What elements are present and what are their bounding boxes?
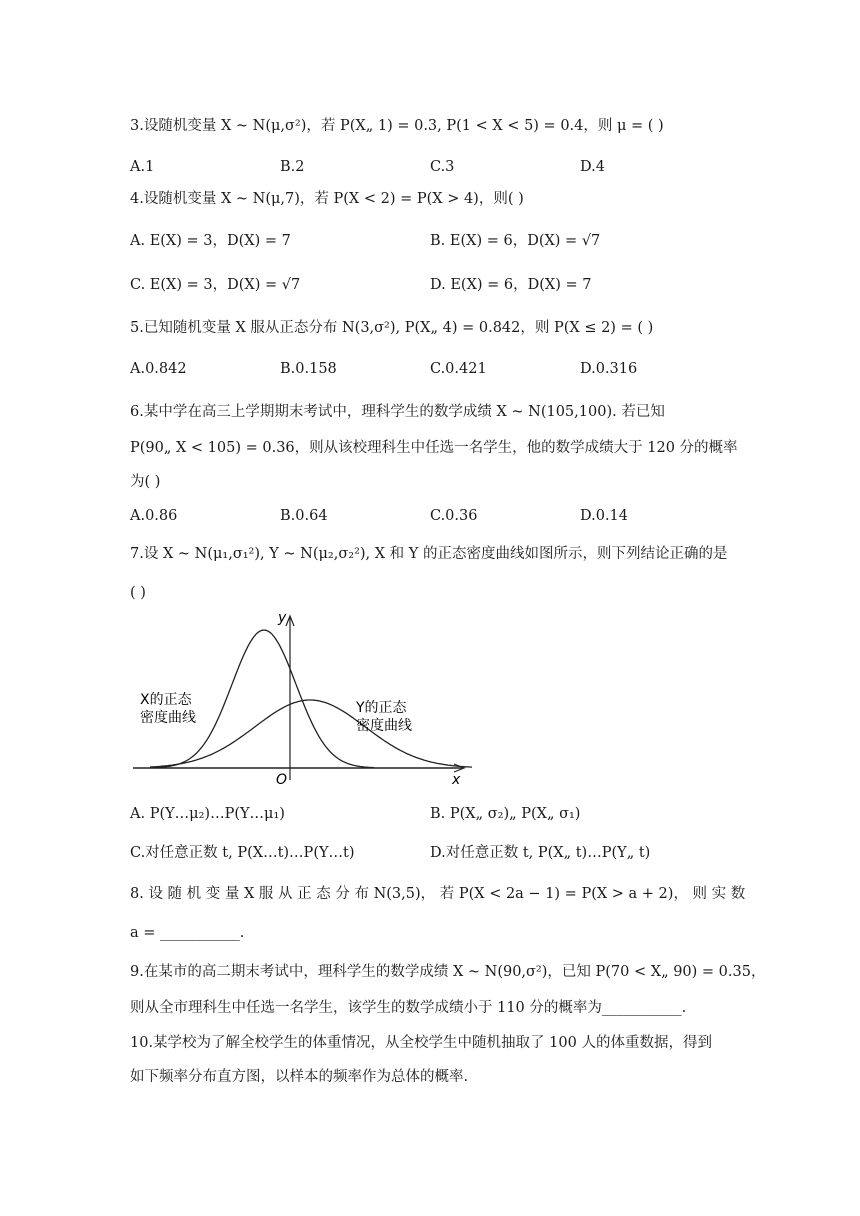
q3-option-d: D.4 — [580, 159, 605, 175]
q3-option-a: A.1 — [130, 159, 155, 175]
q6-option-a: A.0.86 — [130, 508, 178, 524]
q6-option-b: B.0.64 — [280, 508, 328, 524]
q6-option-c: C.0.36 — [430, 508, 478, 524]
normal-density-figure — [130, 608, 475, 798]
y-axis-label: y — [278, 610, 287, 626]
y-density-curve — [150, 700, 472, 767]
q3-option-b: B.2 — [280, 159, 305, 175]
q5-stem: 5.已知随机变量 X 服从正态分布 N(3,σ²), P(X„ 4) = 0.842，则 P(X ≤ 2) = ( ) — [130, 320, 654, 336]
q10-stem-line-1: 10.某学校为了解全校学生的体重情况，从全校学生中随机抽取了 100 人的体重数据，得到 — [130, 1035, 712, 1051]
q7-option-c: C.对任意正数 t, P(X…t)…P(Y…t) — [130, 845, 355, 861]
q5-option-d: D.0.316 — [580, 361, 638, 377]
q4-stem: 4.设随机变量 X ~ N(μ,7)，若 P(X < 2) = P(X > 4)，则( ) — [130, 191, 524, 207]
q10-stem-line-2: 如下频率分布直方图，以样本的频率作为总体的概率. — [130, 1069, 469, 1085]
q4-option-d: D. E(X) = 6，D(X) = 7 — [430, 277, 592, 293]
q6-stem-line-2: P(90„ X < 105) = 0.36，则从该校理科生中任选一名学生，他的数学成绩大于 120 分的概率 — [130, 440, 738, 456]
y-curve-label-line-1: Y的正态 — [356, 700, 407, 716]
q6-option-d: D.0.14 — [580, 508, 629, 524]
y-curve-label-line-2: 密度曲线 — [356, 718, 412, 734]
q6-stem-line-1: 6.某中学在高三上学期期末考试中，理科学生的数学成绩 X ~ N(105,100). 若已知 — [130, 404, 665, 420]
x-curve-label-line-1: X的正态 — [140, 692, 192, 708]
q9-stem-line-1: 9.在某市的高二期末考试中，理科学生的数学成绩 X ~ N(90,σ²)，已知 P(70 < X„ 90) = 0.35， — [130, 964, 766, 980]
q7-stem-line-1: 7.设 X ~ N(μ₁,σ₁²), Y ~ N(μ₂,σ₂²), X 和 Y 的正态密度曲线如图所示，则下列结论正确的是 — [130, 546, 728, 562]
x-axis-label: x — [452, 772, 461, 788]
q9-stem-line-2: 则从全市理科生中任选一名学生，该学生的数学成绩小于 110 分的概率为___________. — [130, 1000, 687, 1016]
q8-stem-line-2: a = ___________. — [130, 925, 245, 941]
q4-option-b: B. E(X) = 6，D(X) = √7 — [430, 233, 601, 249]
q3-stem: 3.设随机变量 X ~ N(μ,σ²)，若 P(X„ 1) = 0.3, P(1 < X < 5) = 0.4，则 μ = ( ) — [130, 118, 664, 134]
origin-label: O — [276, 772, 288, 788]
q3-option-c: C.3 — [430, 159, 455, 175]
q8-stem-line-1: 8. 设 随 机 变 量 X 服 从 正 态 分 布 N(3,5)， 若 P(X < 2a − 1) = P(X > a + 2)， 则 实 数 — [130, 886, 746, 902]
x-curve-label-line-2: 密度曲线 — [140, 710, 196, 726]
q5-option-c: C.0.421 — [430, 361, 487, 377]
q6-stem-line-3: 为( ) — [130, 474, 161, 490]
q7-stem-line-2: ( ) — [130, 585, 146, 601]
q4-option-c: C. E(X) = 3，D(X) = √7 — [130, 277, 301, 293]
q7-option-a: A. P(Y…μ₂)…P(Y…μ₁) — [130, 806, 285, 822]
q7-option-d: D.对任意正数 t, P(X„ t)…P(Y„ t) — [430, 845, 651, 861]
q5-option-a: A.0.842 — [130, 361, 187, 377]
q5-option-b: B.0.158 — [280, 361, 337, 377]
q7-option-b: B. P(X„ σ₂)„ P(X„ σ₁) — [430, 806, 581, 822]
q4-option-a: A. E(X) = 3，D(X) = 7 — [130, 233, 291, 249]
